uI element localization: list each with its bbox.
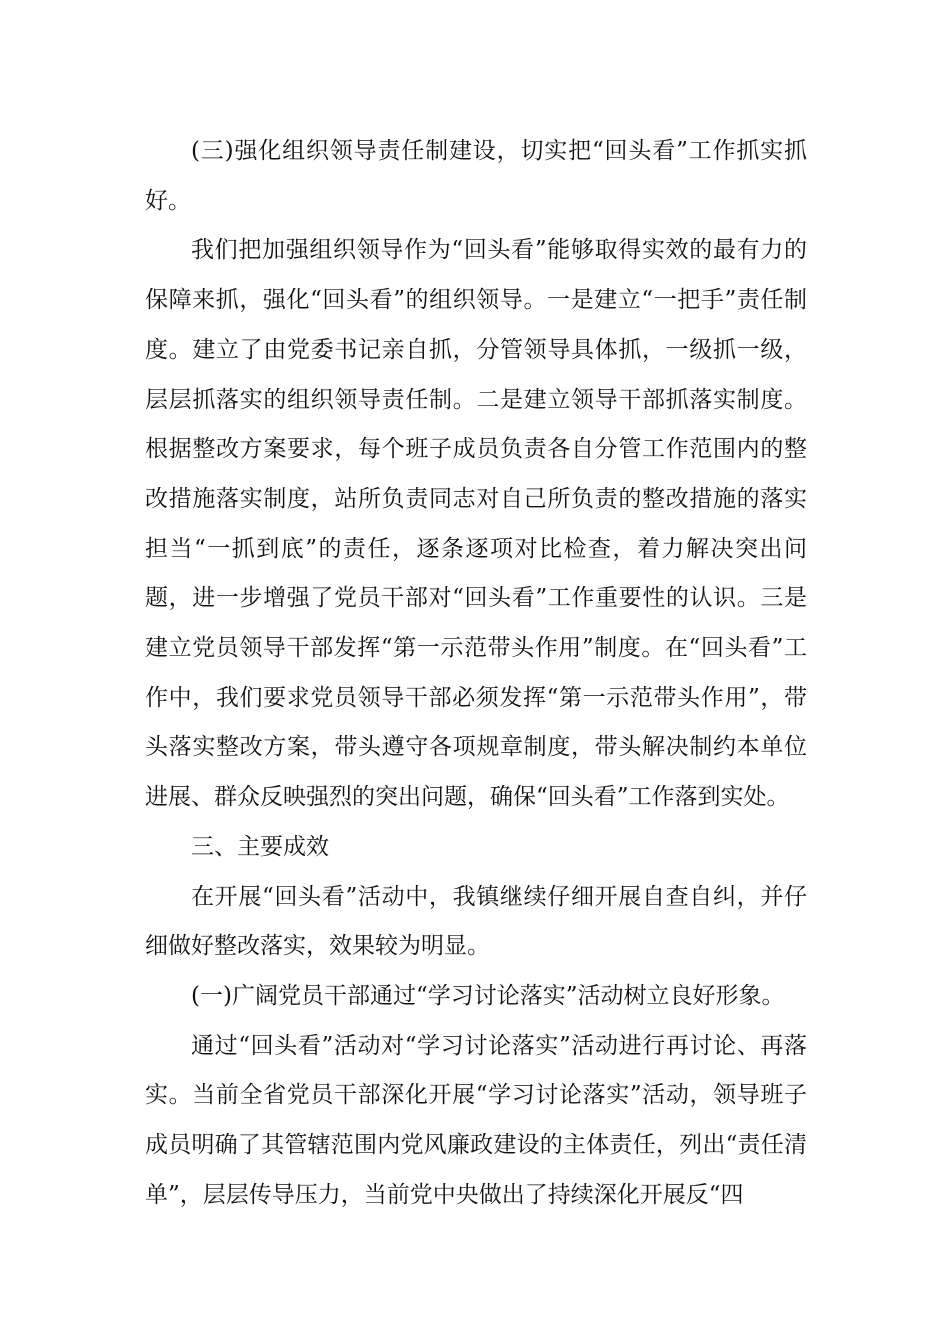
- subsection-heading-good-image: (一)广阔党员干部通过“学习讨论落实”活动树立良好形象。: [191, 982, 785, 1009]
- section-heading-main-results: 三、主要成效: [191, 833, 329, 860]
- section-heading-strengthen-leadership: (三)强化组织领导责任制建设，切实把“回头看”工作抓实抓好。: [145, 138, 807, 214]
- body-paragraph-self-inspection: 在开展“回头看”活动中，我镇继续仔细开展自查自纠，并仔细做好整改落实，效果较为明显。: [145, 883, 807, 960]
- document-page: [145, 127, 807, 1220]
- body-paragraph-leadership-responsibility: 我们把加强组织领导作为“回头看”能够取得实效的最有力的保障来抓，强化“回头看”的组织领导。一是建立“一把手”责任制度。建立了由党委书记亲自抓，分管领导具体抓，一级抓一级，层层抓落实的组织领导责任制。二是建立领导干部抓落实制度。根据整改方案要求，每个班子成员负责各自分管工作范围内的整改措施落实制度，站所负责同志对自己所负责的整改措施的落实担当“一抓到底”的责任，逐条逐项对比检查，着力解决突出问题，进一步增强了党员干部对“回头看”工作重要性的认识。三是建立党员领导干部发挥“第一示范带头作用”制度。在“回头看”工作中，我们要求党员领导干部必须发挥“第一示范带头作用”，带头落实整改方案，带头遵守各项规章制度，带头解决制约本单位进展、群众反映强烈的突出问题，确保“回头看”工作落到实处。: [145, 237, 807, 811]
- body-paragraph-study-discussion: 通过“回头看”活动对“学习讨论落实”活动进行再讨论、再落实。当前全省党员干部深化开展“学习讨论落实”活动，领导班子成员明确了其管辖范围内党风廉政建设的主体责任，列出“责任清单”，层层传导压力，当前党中央做出了持续深化开展反“四: [145, 1032, 807, 1208]
